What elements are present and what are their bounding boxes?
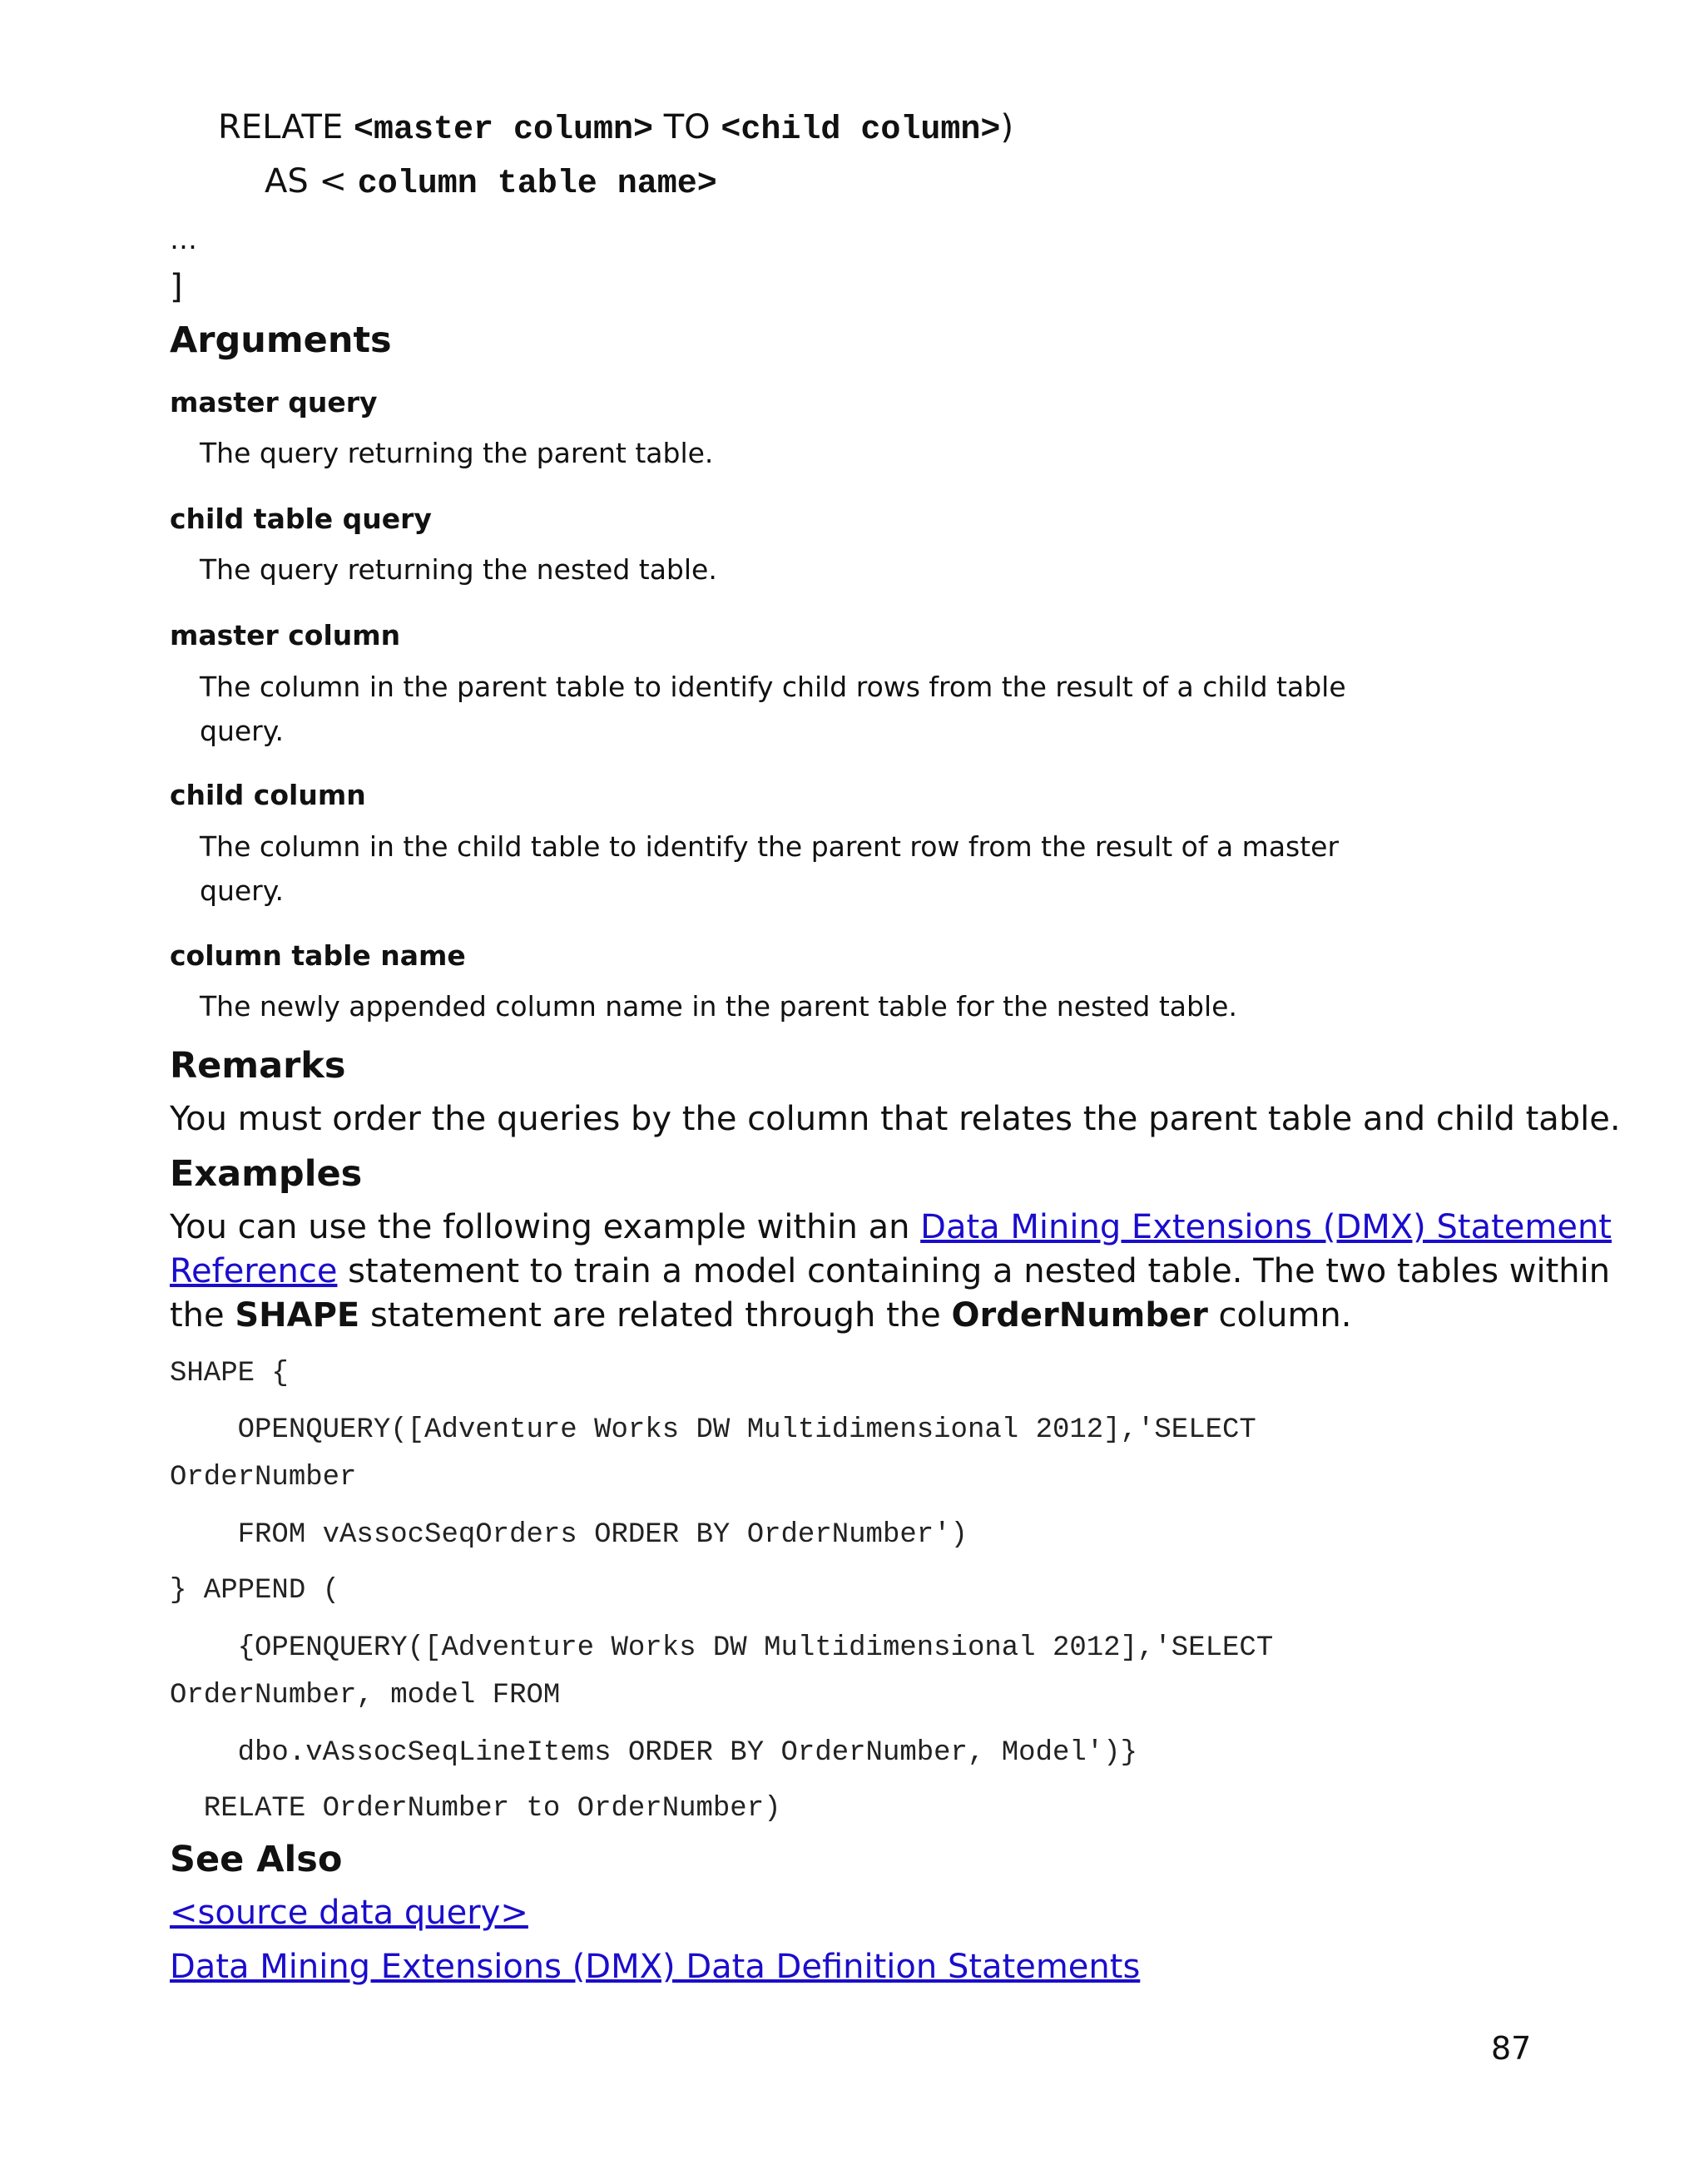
- code-line-1: SHAPE {: [170, 1358, 289, 1389]
- dmx-data-definition-statements-link[interactable]: Data Mining Extensions (DMX) Data Definition Statements: [170, 1948, 1141, 1986]
- code-line-4: FROM vAssocSeqOrders ORDER BY OrderNumber'): [170, 1519, 968, 1551]
- arg-desc-master-query: The query returning the parent table.: [200, 437, 714, 469]
- code-line-6: {OPENQUERY([Adventure Works DW Multidimensional 2012],'SELECT: [170, 1632, 1274, 1664]
- arg-desc-master-column-1: The column in the parent table to identify child rows from the result of a child table: [200, 671, 1346, 703]
- column-table-name-placeholder: column table name>: [357, 166, 717, 203]
- arg-term-master-column: master column: [170, 619, 401, 651]
- examples-paragraph-line-1: [170, 1208, 1612, 1246]
- syntax-close-bracket: ]: [170, 268, 183, 306]
- code-line-2: OPENQUERY([Adventure Works DW Multidimensional 2012],'SELECT: [170, 1414, 1256, 1446]
- remarks-heading: Remarks: [170, 1045, 346, 1087]
- shape-keyword: SHAPE: [235, 1296, 360, 1335]
- to-keyword: TO: [653, 108, 721, 146]
- ordernumber-keyword: OrderNumber: [951, 1296, 1208, 1335]
- as-keyword: AS: [265, 162, 320, 201]
- examples-text-3b: statement are related through the: [359, 1296, 952, 1335]
- arg-term-column-table-name: column table name: [170, 939, 466, 972]
- source-data-query-link[interactable]: <source data query>: [170, 1894, 528, 1932]
- arguments-heading: Arguments: [170, 319, 392, 361]
- syntax-as-line: [265, 162, 717, 203]
- examples-text-2: statement to train a model containing a nested table. The two tables within: [337, 1252, 1611, 1290]
- close-paren: ): [1000, 108, 1014, 146]
- examples-text-1: You can use the following example within an: [170, 1208, 921, 1246]
- code-line-3: OrderNumber: [170, 1462, 357, 1493]
- child-column-placeholder: <child column>: [721, 111, 1001, 149]
- arg-desc-column-table-name: The newly appended column name in the parent table for the nested table.: [200, 990, 1237, 1023]
- relate-keyword: RELATE: [218, 108, 354, 146]
- arg-term-child-column: child column: [170, 779, 366, 811]
- master-column-placeholder: <master column>: [353, 111, 654, 149]
- examples-text-3a: the: [170, 1296, 235, 1335]
- arg-desc-child-column-1: The column in the child table to identify the parent row from the result of a master: [200, 830, 1340, 863]
- arg-desc-child-column-2: query.: [200, 874, 285, 907]
- examples-paragraph-line-3: [170, 1296, 1352, 1335]
- examples-text-3c: column.: [1207, 1296, 1352, 1335]
- examples-heading: Examples: [170, 1153, 363, 1195]
- arg-desc-master-column-2: query.: [200, 715, 285, 747]
- examples-paragraph-line-2: [170, 1252, 1610, 1290]
- remarks-text: You must order the queries by the column that relates the parent table and child table.: [170, 1100, 1621, 1138]
- syntax-relate-line: [218, 108, 1013, 149]
- dmx-statement-reference-link-cont[interactable]: Reference: [170, 1252, 338, 1290]
- syntax-ellipsis: …: [170, 223, 197, 255]
- code-line-5: } APPEND (: [170, 1575, 340, 1607]
- arg-term-child-table-query: child table query: [170, 503, 432, 535]
- code-line-7: OrderNumber, model FROM: [170, 1680, 561, 1711]
- lt-symbol: <: [319, 162, 358, 201]
- page-number: 87: [1491, 2030, 1532, 2067]
- arg-term-master-query: master query: [170, 386, 378, 418]
- code-line-9: RELATE OrderNumber to OrderNumber): [170, 1793, 781, 1825]
- arg-desc-child-table-query: The query returning the nested table.: [200, 553, 717, 586]
- code-line-8: dbo.vAssocSeqLineItems ORDER BY OrderNumber, Model')}: [170, 1737, 1137, 1769]
- dmx-statement-reference-link[interactable]: Data Mining Extensions (DMX) Statement: [920, 1208, 1612, 1246]
- see-also-heading: See Also: [170, 1839, 343, 1880]
